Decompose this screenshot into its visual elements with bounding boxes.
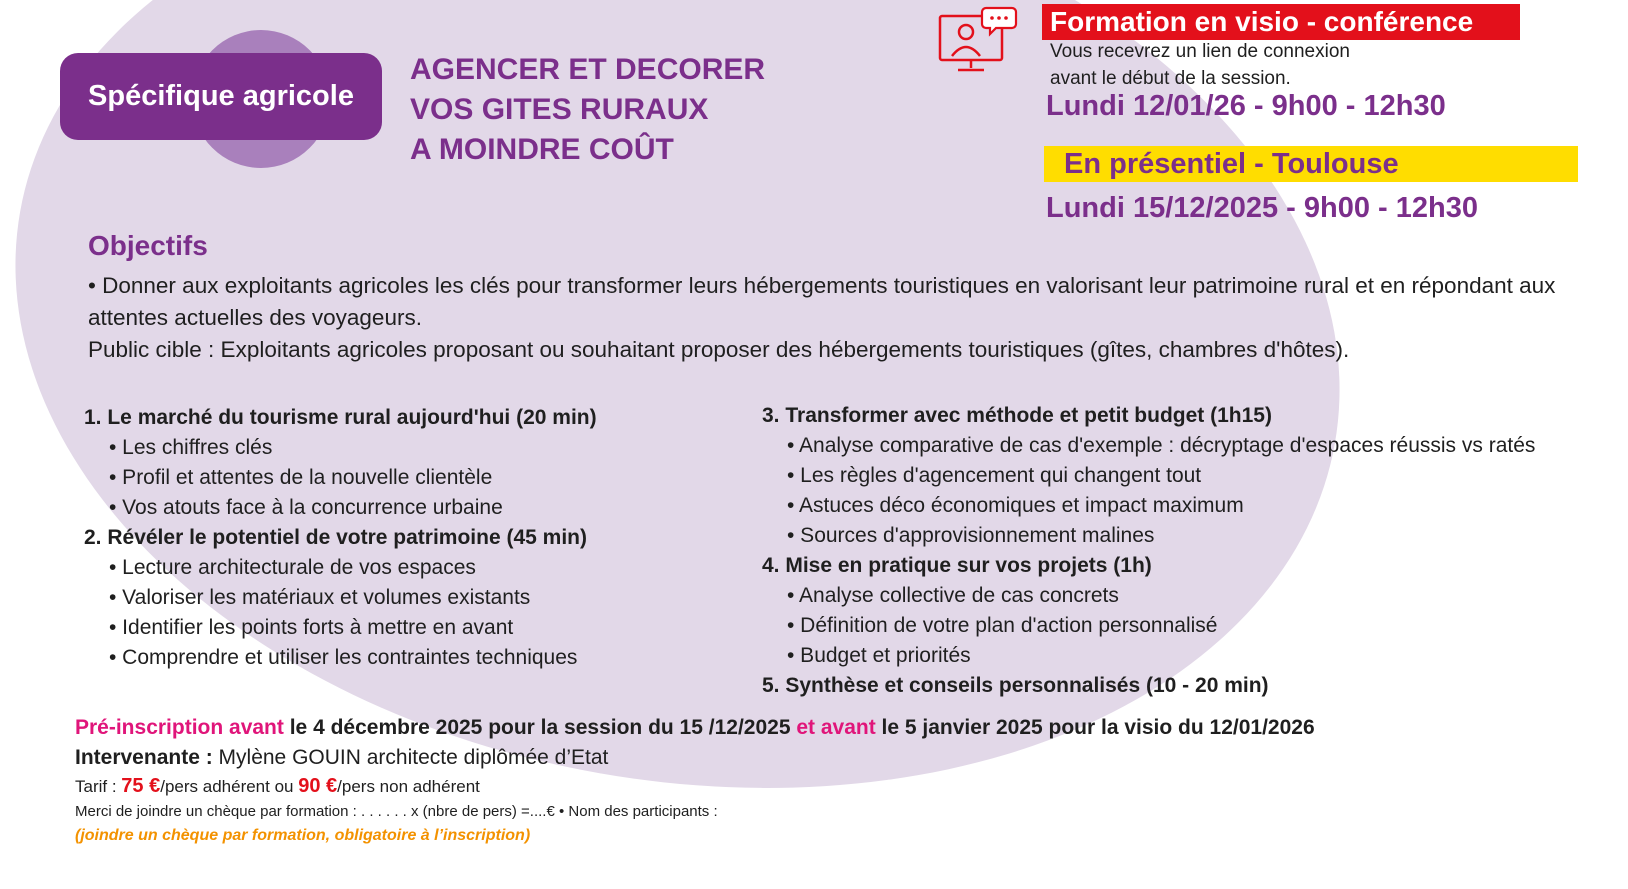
price-nonmember: 90 € <box>298 775 338 797</box>
program-right-column <box>762 401 1535 701</box>
presentiel-badge: En présentiel - Toulouse <box>1044 146 1578 182</box>
program-section-title: 5. Synthèse et conseils personnalisés (10 - 20 min) <box>762 674 1269 697</box>
program-section-title: 3. Transformer avec méthode et petit budget (1h15) <box>762 404 1272 427</box>
target-audience: Public cible : Exploitants agricoles proposant ou souhaitant proposer des hébergements touristiques (gîtes, chambres d'hôtes). <box>88 337 1350 362</box>
cheque-note: (joindre un chèque par formation, obligatoire à l’inscription) <box>75 827 531 844</box>
speaker-line <box>75 743 1315 773</box>
tarif-member-text: /pers adhérent ou <box>160 777 299 796</box>
program-item: • Sources d'approvisionnement malines <box>787 524 1155 547</box>
cheque-line: Merci de joindre un chèque par formation : . . . . . . x (nbre de pers) =....€ • Nom des participants : <box>75 803 718 820</box>
program-item: • Les chiffres clés <box>109 436 273 459</box>
speaker-label: Intervenante : <box>75 746 213 769</box>
objectives-text <box>88 270 1618 366</box>
program-item: • Les règles d'agencement qui changent tout <box>787 464 1202 487</box>
program-item: • Astuces déco économiques et impact maximum <box>787 494 1244 517</box>
title-line: VOS GITES RURAUX <box>410 93 709 126</box>
program-item: • Analyse comparative de cas d'exemple : décryptage d'espaces réussis vs ratés <box>787 434 1536 457</box>
preinscription-line <box>75 713 1315 743</box>
preinscription-date-1: le 4 décembre 2025 pour la session du 15 /12/2025 <box>283 716 797 739</box>
visio-badge: Formation en visio - conférence <box>1042 4 1520 40</box>
tarif-label: Tarif : <box>75 777 122 796</box>
visio-note-line: avant le début de la session. <box>1050 68 1291 89</box>
category-tag: Spécifique agricole <box>60 53 382 140</box>
program-item: • Définition de votre plan d'action personnalisé <box>787 614 1218 637</box>
footer <box>75 713 1315 848</box>
preinscription-date-2: le 5 janvier 2025 pour la visio du 12/01/2026 <box>875 716 1315 739</box>
program-item: • Profil et attentes de la nouvelle clientèle <box>109 466 493 489</box>
program-item: • Valoriser les matériaux et volumes existants <box>109 586 531 609</box>
tarif-line <box>75 773 1315 800</box>
program-section-title: 1. Le marché du tourisme rural aujourd'hui (20 min) <box>84 406 597 429</box>
program-item: • Budget et priorités <box>787 644 971 667</box>
objectives-heading: Objectifs <box>88 230 208 261</box>
program-section-title: 4. Mise en pratique sur vos projets (1h) <box>762 554 1152 577</box>
course-title <box>410 50 765 170</box>
program-item: • Comprendre et utiliser les contraintes techniques <box>109 646 578 669</box>
program-left-column <box>84 403 597 673</box>
and-label: et avant <box>796 716 876 739</box>
price-member: 75 € <box>121 775 161 797</box>
objectives-bullet: • Donner aux exploitants agricoles les clés pour transformer leurs hébergements touristiques en valorisant leur patrimoine rural et en répondant aux attentes actuelles des voyageurs. <box>88 273 1556 330</box>
video-conference-icon <box>934 4 1020 76</box>
title-line: A MOINDRE COÛT <box>410 133 674 166</box>
visio-note-line: Vous recevrez un lien de connexion <box>1050 41 1350 62</box>
program-section-title: 2. Révéler le potentiel de votre patrimoine (45 min) <box>84 526 587 549</box>
tarif-nonmember-text: /pers non adhérent <box>337 777 480 796</box>
speaker-name: Mylène GOUIN architecte diplômée d’Etat <box>212 746 609 769</box>
visio-date: Lundi 12/01/26 - 9h00 - 12h30 <box>1046 90 1446 122</box>
presentiel-date: Lundi 15/12/2025 - 9h00 - 12h30 <box>1046 192 1478 224</box>
program-item: • Analyse collective de cas concrets <box>787 584 1119 607</box>
preinscription-label: Pré-inscription avant <box>75 716 284 739</box>
title-line: AGENCER ET DECORER <box>410 53 766 86</box>
program-item: • Lecture architecturale de vos espaces <box>109 556 476 579</box>
visio-note <box>1050 38 1350 92</box>
program-item: • Vos atouts face à la concurrence urbaine <box>109 496 503 519</box>
program-item: • Identifier les points forts à mettre en avant <box>109 616 514 639</box>
